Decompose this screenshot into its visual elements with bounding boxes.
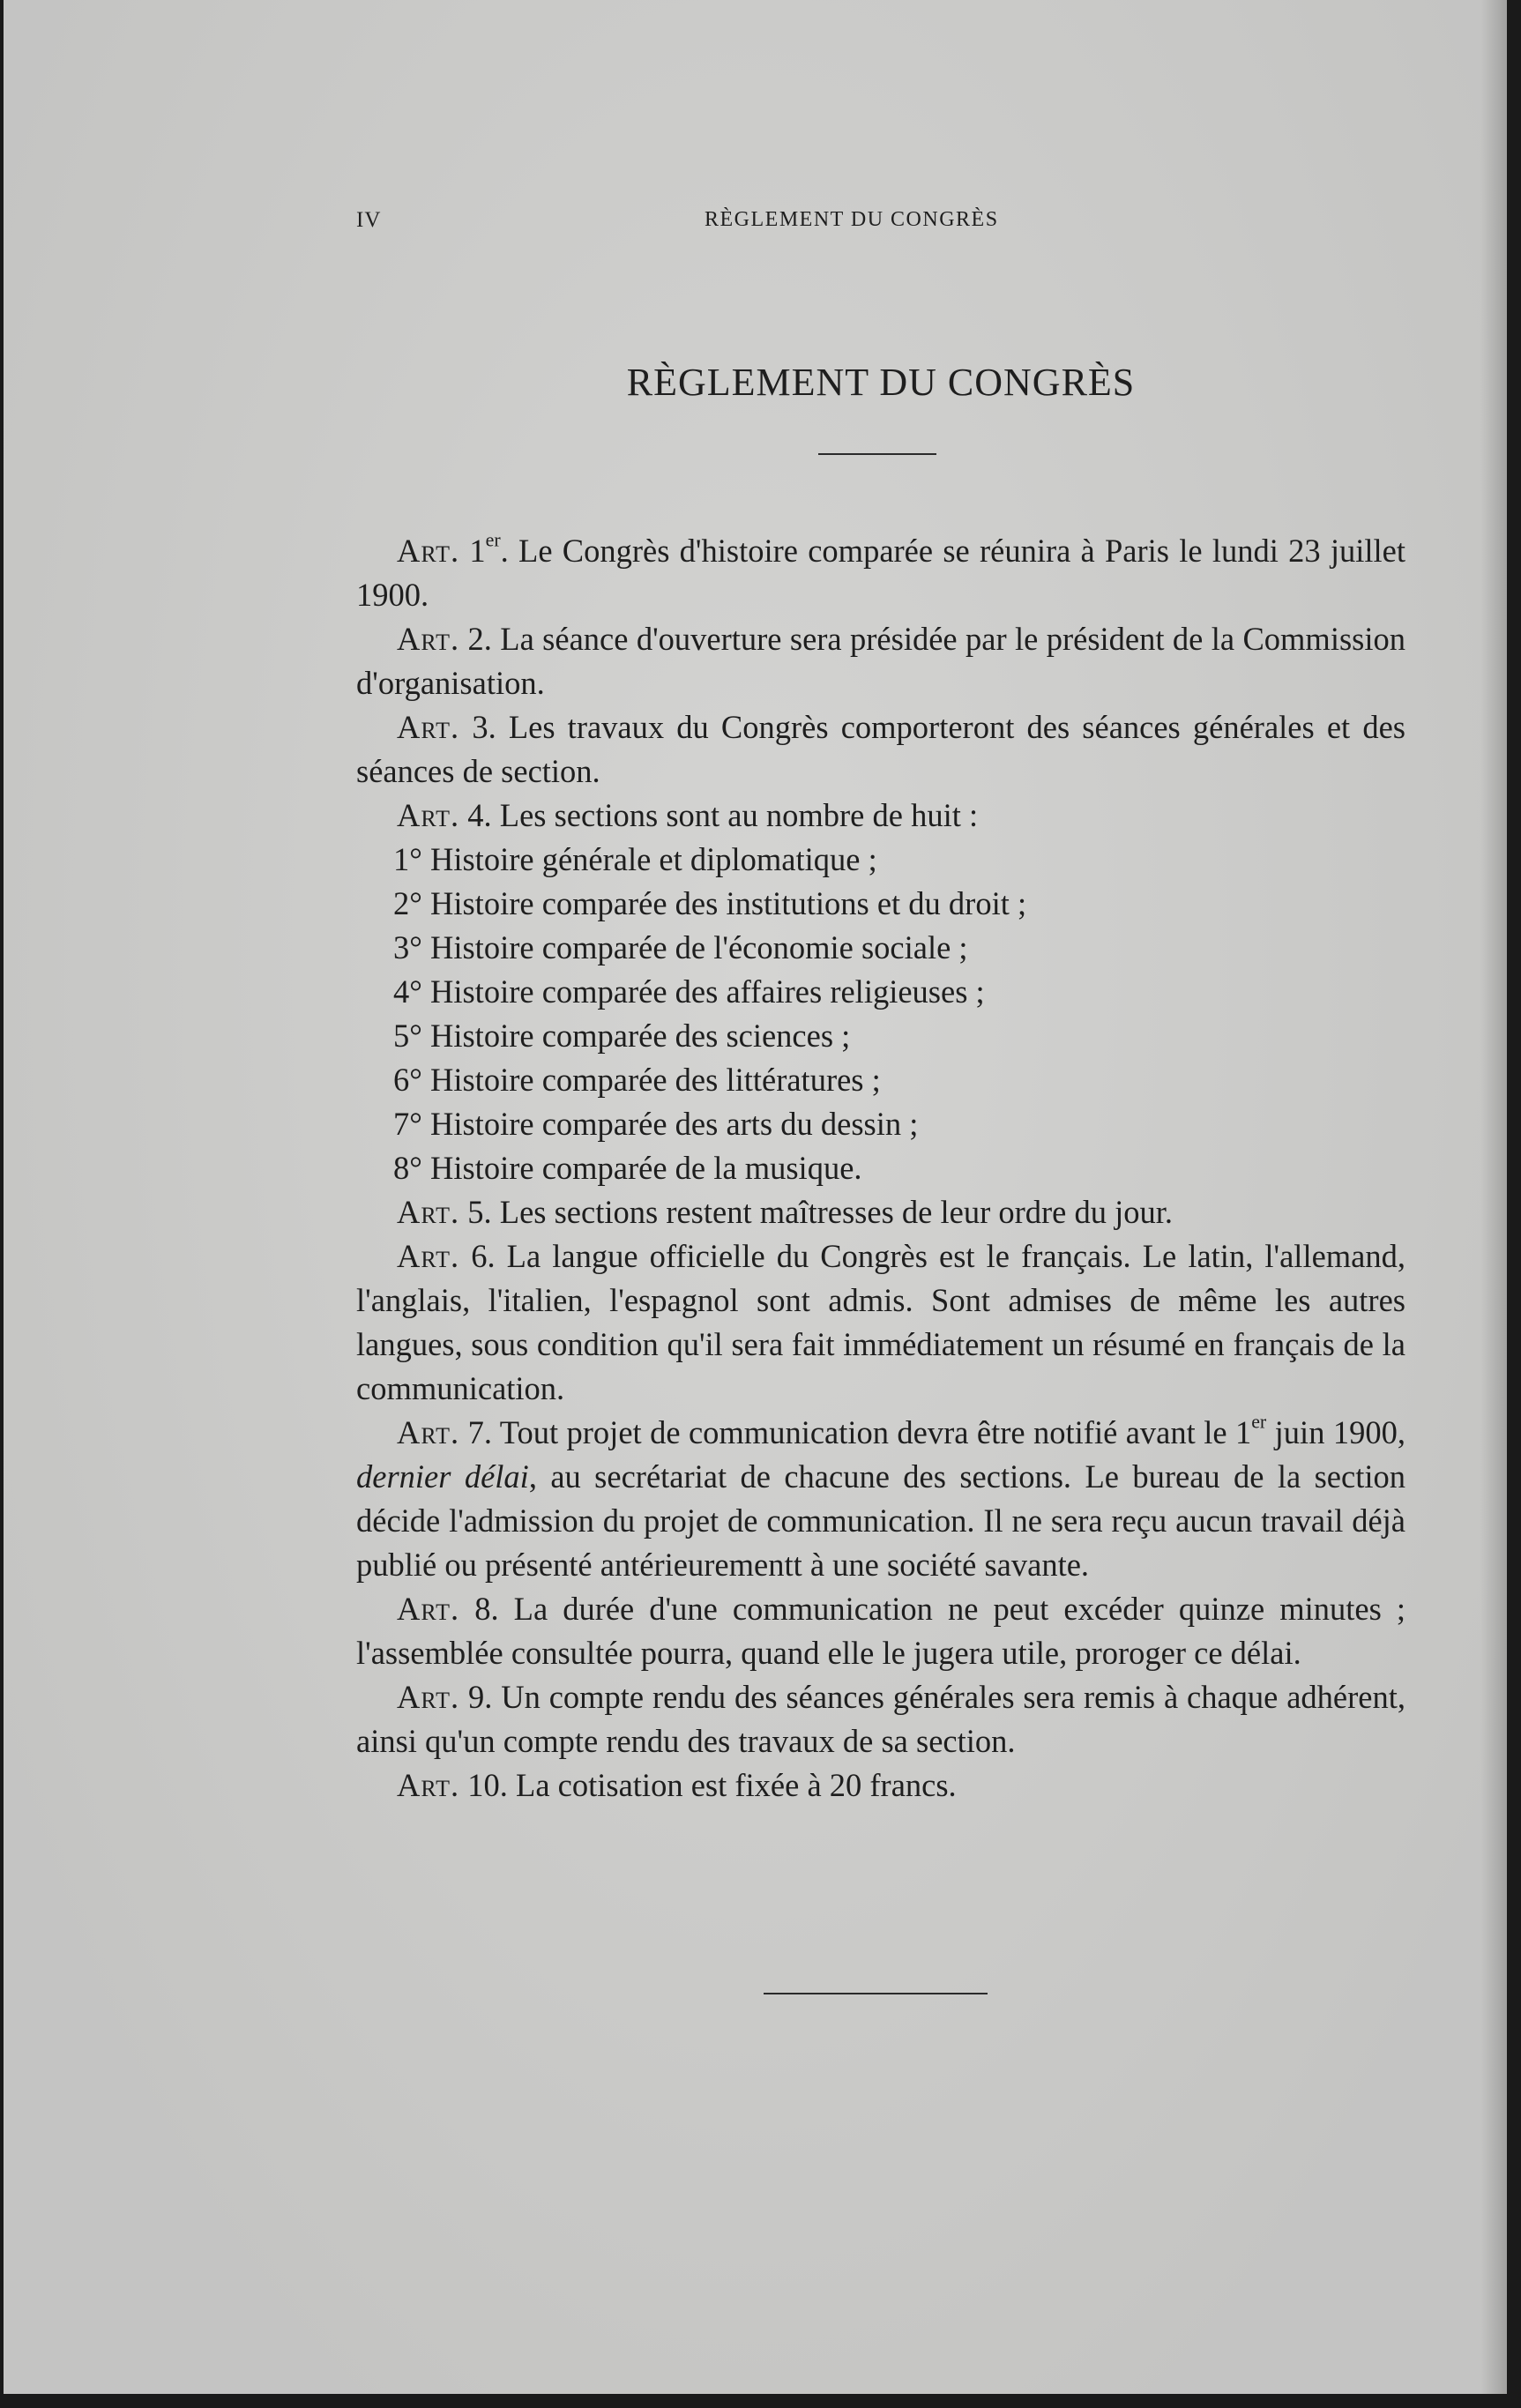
page-number: IV — [356, 208, 382, 232]
emphasis-text: dernier délai — [356, 1458, 529, 1495]
article-number: 8. — [474, 1591, 499, 1627]
article-6 — [356, 1234, 1405, 1411]
article-8 — [356, 1587, 1405, 1675]
article-number: 3. — [472, 709, 496, 745]
article-text: La cotisation est fixée à 20 francs. — [507, 1767, 957, 1803]
section-item-6: 6° Histoire comparée des littératures ; — [393, 1062, 881, 1098]
article-text: La durée d'une communication ne peut excéder quinze minutes ; l'assemblée consultée pourra, quand elle le jugera utile, proroger ce délai. — [356, 1591, 1405, 1671]
article-number: 4. — [467, 797, 492, 833]
title-rule — [818, 453, 936, 455]
article-10 — [356, 1763, 1405, 1808]
article-number: 7. — [467, 1414, 492, 1450]
document-body — [356, 529, 1405, 1808]
article-text: Les sections restent maîtresses de leur ordre du jour. — [491, 1194, 1174, 1230]
section-item-1: 1° Histoire générale et diplomatique ; — [393, 841, 877, 877]
article-3 — [356, 705, 1405, 794]
article-text: Les travaux du Congrès comporteront des séances générales et des séances de section. — [356, 709, 1405, 789]
article-1 — [356, 529, 1405, 617]
page-title: RÈGLEMENT DU CONGRÈS — [626, 361, 1136, 404]
article-7 — [356, 1411, 1405, 1587]
article-label: Art. — [397, 1679, 460, 1715]
section-item-2: 2° Histoire comparée des institutions et du droit ; — [393, 885, 1027, 921]
section-item-4: 4° Histoire comparée des affaires religieuses ; — [393, 973, 985, 1010]
running-head-title: RÈGLEMENT DU CONGRÈS — [705, 208, 999, 231]
article-label: Art. — [397, 1414, 460, 1450]
article-5 — [356, 1190, 1405, 1234]
section-item-5: 5° Histoire comparée des sciences ; — [393, 1018, 851, 1054]
article-label: Art. — [397, 1194, 460, 1230]
section-item-7: 7° Histoire comparée des arts du dessin ; — [393, 1106, 919, 1142]
running-head — [356, 208, 1247, 243]
article-4 — [356, 794, 1405, 838]
article-text: juin 1900, — [1266, 1414, 1405, 1450]
article-label: Art. — [397, 1238, 460, 1274]
document-page — [4, 0, 1507, 2394]
page-edge-shadow — [1480, 0, 1507, 2394]
article-text: . Le Congrès d'histoire comparée se réunira à Paris le lundi 23 juillet 1900. — [356, 533, 1406, 613]
article-text: Tout projet de communication devra être notifié avant le 1 — [491, 1414, 1252, 1450]
section-item-8: 8° Histoire comparée de la musique. — [393, 1150, 862, 1186]
article-text: La langue officielle du Congrès est le français. Le latin, l'allemand, l'anglais, l'italien, l'espagnol sont admis. Sont admises de même les autres langues, sous condition qu'il sera fait immédiatement un résumé en français de la communication. — [356, 1238, 1406, 1406]
article-number: 5. — [467, 1194, 492, 1230]
article-label: Art. — [397, 621, 460, 657]
section-item-3: 3° Histoire comparée de l'économie sociale ; — [393, 929, 968, 965]
article-number: 10. — [467, 1767, 508, 1803]
article-9 — [356, 1675, 1405, 1763]
article-label: Art. — [397, 797, 460, 833]
article-number: 1 — [469, 533, 486, 569]
article-text: , au secrétariat de chacune des sections. Le bureau de la section décide l'admission du projet de communication. Il ne sera reçu aucun travail déjà publié ou présenté antérieurementt à une société savante. — [356, 1458, 1405, 1583]
date-superscript: er — [1251, 1410, 1267, 1433]
closing-rule — [764, 1993, 988, 1994]
article-label: Art. — [397, 533, 460, 569]
article-number-superscript: er — [485, 528, 501, 551]
article-text: Les sections sont au nombre de huit : — [491, 797, 979, 833]
article-label: Art. — [397, 1767, 460, 1803]
article-number: 9. — [468, 1679, 493, 1715]
article-2 — [356, 617, 1405, 705]
article-label: Art. — [397, 1591, 460, 1627]
article-number: 6. — [471, 1238, 496, 1274]
article-text: La séance d'ouverture sera présidée par le président de la Commission d'organisation. — [356, 621, 1406, 701]
article-text: Un compte rendu des séances générales sera remis à chaque adhérent, ainsi qu'un compte rendu des travaux de sa section. — [356, 1679, 1405, 1759]
article-label: Art. — [397, 709, 460, 745]
article-number: 2. — [467, 621, 492, 657]
